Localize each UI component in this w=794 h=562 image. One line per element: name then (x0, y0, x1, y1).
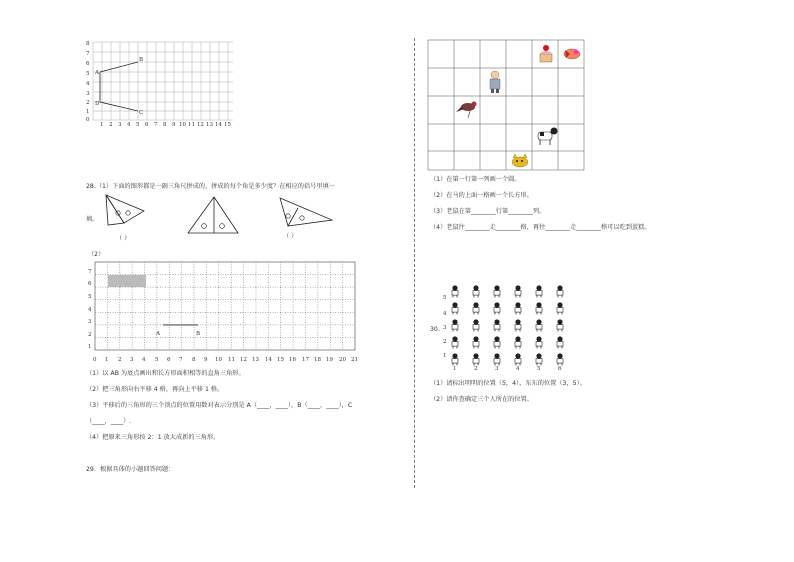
dog-icon (538, 128, 558, 146)
y-tick: 3 (88, 319, 92, 325)
y-tick: 3 (86, 91, 90, 97)
old-man-icon (490, 71, 500, 93)
x-tick: 11 (228, 357, 235, 363)
coordinate-grid-2 (86, 259, 366, 369)
student-row-5 (452, 285, 563, 297)
answer-blank-1[interactable]: （ ） (116, 235, 131, 242)
x-tick: 8 (192, 357, 196, 363)
y-tick: 8 (86, 41, 90, 47)
col-tick: 6 (558, 366, 562, 372)
col-tick: 3 (495, 366, 499, 372)
set-square-figure-1 (104, 193, 160, 239)
column-divider (414, 38, 415, 488)
point-label-a: A (95, 70, 99, 76)
x-tick: 16 (289, 357, 296, 363)
x-tick: 6 (167, 357, 171, 363)
x-tick: 2 (109, 122, 113, 128)
q28-sub-1: （1）以 AB 为底点画出和长方形面积相等的直角三角形。 (86, 370, 245, 377)
y-tick: 1 (88, 344, 92, 350)
x-tick: 6 (145, 122, 149, 128)
set-square-figure-2 (186, 195, 246, 239)
x-tick: 10 (215, 357, 222, 363)
position-q1: （1）在第一行第一列画一个圆。 (430, 176, 521, 183)
student-row-3 (452, 319, 563, 331)
row-tick: 4 (443, 311, 447, 317)
student-row-2 (452, 336, 563, 348)
x-tick: 12 (197, 122, 204, 128)
x-tick: 13 (252, 357, 259, 363)
row-tick: 5 (443, 295, 447, 301)
point-label-c: C (139, 110, 144, 116)
row-tick: 2 (443, 339, 447, 345)
segment-adc (100, 72, 138, 111)
x-tick: 11 (188, 122, 195, 128)
col-tick: 2 (474, 366, 478, 372)
bird-icon (456, 102, 477, 119)
y-tick: 5 (86, 71, 90, 77)
x-tick: 3 (130, 357, 134, 363)
x-tick: 21 (351, 357, 358, 363)
x-tick: 3 (118, 122, 122, 128)
answer-blank-3[interactable]: （ ） (283, 233, 298, 240)
y-tick: 4 (88, 307, 92, 313)
position-q4: （4）老鼠往________走________格，再往________走________格可以吃到蛋糕。 (430, 224, 651, 231)
row-tick: 1 (443, 353, 447, 359)
grid-1-lines (93, 42, 233, 120)
x-tick: 13 (206, 122, 213, 128)
col-tick: 1 (453, 366, 457, 372)
segment-ab (100, 62, 138, 72)
x-tick: 4 (142, 357, 146, 363)
y-tick: 7 (86, 51, 90, 57)
row-tick: 3 (443, 325, 447, 331)
position-grid (428, 40, 588, 172)
x-tick: 0 (93, 357, 97, 363)
q28-text: （1）下面的图形都是一副三角尺拼成的，拼成的每个角是多少度？在相应的括号里填一 (95, 183, 335, 190)
x-tick: 7 (154, 122, 158, 128)
y-tick: 6 (86, 61, 90, 67)
q28-line1 (86, 183, 335, 191)
position-q3: （3）老鼠在第________行第________列。 (430, 208, 546, 215)
x-tick: 15 (277, 357, 284, 363)
grid-2-svg (86, 259, 366, 369)
x-tick: 19 (326, 357, 333, 363)
q30-q2: （2）请你查确定三个人所在的位置。 (430, 396, 533, 403)
point-label-d: D (95, 101, 100, 107)
set-square-figure-3 (278, 196, 338, 236)
col-tick: 5 (537, 366, 541, 372)
q28-number: 28. (86, 183, 96, 190)
x-tick: 18 (314, 357, 321, 363)
coordinate-grid-1 (88, 38, 248, 130)
y-tick: 0 (86, 117, 90, 123)
x-tick: 12 (240, 357, 247, 363)
point-label-b: B (139, 57, 144, 63)
q28-sub-4: （4）把原来三角形按 2：1 放大成新的三角形。 (86, 434, 220, 441)
x-tick: 9 (204, 357, 208, 363)
strawberry-cake-icon (539, 45, 553, 62)
x-tick: 14 (215, 122, 222, 128)
x-tick: 2 (118, 357, 122, 363)
x-tick: 1 (105, 357, 109, 363)
x-tick: 5 (155, 357, 159, 363)
x-tick: 8 (163, 122, 167, 128)
x-tick: 4 (127, 122, 131, 128)
student-row-1 (452, 353, 563, 365)
col-tick: 4 (516, 366, 520, 372)
x-tick: 7 (179, 357, 183, 363)
cat-icon (512, 154, 528, 167)
x-tick: 17 (302, 357, 309, 363)
label-b: B (196, 331, 201, 337)
position-q2: （2）在马的上面一格画一个长方形。 (430, 192, 533, 199)
student-seating-chart (448, 285, 578, 371)
y-tick: 4 (86, 81, 90, 87)
grid-1-svg (88, 38, 248, 130)
x-tick: 14 (265, 357, 272, 363)
q30-q1: （1）请标出明明的位置（5，4），东东的位置（3，5）。 (430, 380, 586, 387)
y-tick: 6 (88, 281, 92, 287)
x-tick: 9 (172, 122, 176, 128)
x-tick: 10 (179, 122, 186, 128)
q28-sub-3: （3）平移后的三角形的三个顶点的位置用数对表示分别是 A（____，____），B（____，____），C (86, 402, 353, 409)
student-row-4 (452, 302, 563, 314)
y-tick: 2 (86, 100, 90, 106)
q30-number: 30. (430, 326, 440, 333)
x-tick: 15 (224, 122, 231, 128)
y-tick: 5 (88, 294, 92, 300)
q28-sub-2: （2）把三角形向右平移 4 格，再向上平移 1 格。 (86, 386, 224, 393)
x-tick: 5 (136, 122, 140, 128)
q28-part2: （2） (88, 251, 105, 258)
label-a: A (156, 331, 160, 337)
shaded-rectangle (108, 275, 146, 287)
y-tick: 2 (88, 332, 92, 338)
q28-line2: 填。 (86, 216, 99, 223)
x-tick: 1 (100, 122, 104, 128)
y-tick: 1 (86, 109, 90, 115)
x-tick: 20 (339, 357, 346, 363)
sweets-icon (564, 49, 580, 59)
q29-title: 29．根据具体的小题回答问题： (86, 466, 175, 473)
q28-sub-3b: （____，____）. (86, 418, 132, 425)
y-tick: 7 (88, 269, 92, 275)
